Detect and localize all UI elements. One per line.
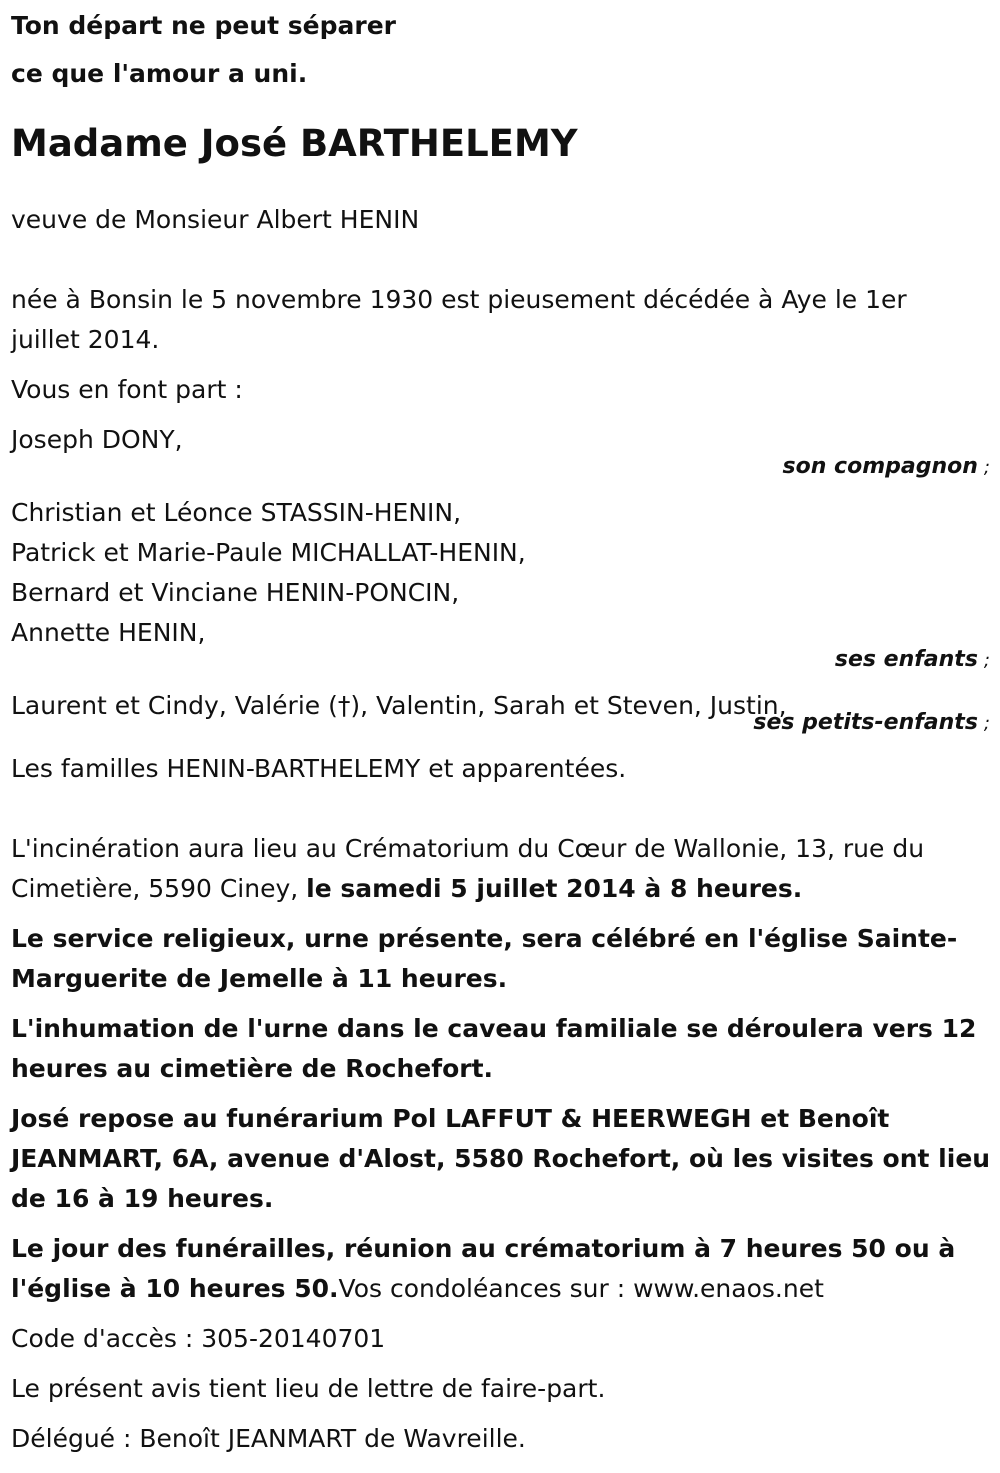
obituary-notice xyxy=(11,0,990,1459)
widow-of: veuve de Monsieur Albert HENIN xyxy=(11,205,420,234)
deceased-name: Madame José BARTHELEMY xyxy=(11,122,578,165)
announcement: Vous en font part : xyxy=(11,375,243,404)
child-1: Christian et Léonce STASSIN-HENIN, xyxy=(11,498,462,527)
companion-role-label: son compagnon xyxy=(782,454,978,479)
motto-line-1: Ton départ ne peut séparer xyxy=(11,11,396,40)
children-role-sep: ; xyxy=(983,650,990,671)
rest-line-3: de 16 à 19 heures. xyxy=(11,1184,274,1213)
notice-statement: Le présent avis tient lieu de lettre de faire-part. xyxy=(11,1374,606,1403)
cremation-date: le samedi 5 juillet 2014 à 8 heures. xyxy=(306,874,803,903)
children-role-label: ses enfants xyxy=(834,647,978,672)
service-line-2: Marguerite de Jemelle à 11 heures. xyxy=(11,964,508,993)
grandchildren-role-sep: ; xyxy=(983,713,990,734)
rest-line-2: JEANMART, 6A, avenue d'Alost, 5580 Rochefort, où les visites ont lieu xyxy=(11,1144,991,1173)
delegate: Délégué : Benoît JEANMART de Wavreille. xyxy=(11,1424,526,1453)
families: Les familles HENIN-BARTHELEMY et apparentées. xyxy=(11,754,627,783)
burial-line-2: heures au cimetière de Rochefort. xyxy=(11,1054,494,1083)
child-4: Annette HENIN, xyxy=(11,618,206,647)
birth-death-line-2: juillet 2014. xyxy=(11,325,160,354)
companion-role-sep: ; xyxy=(983,457,990,478)
condolences-website: Vos condoléances sur : www.enaos.net xyxy=(338,1274,824,1303)
companion-name: Joseph DONY, xyxy=(11,425,183,454)
grandchildren-names: Laurent et Cindy, Valérie (†), Valentin, Sarah et Steven, Justin, xyxy=(11,691,787,720)
grandchildren-role-label: ses petits-enfants xyxy=(753,710,978,735)
cremation-line-2 xyxy=(11,869,990,909)
rest-line-1: José repose au funérarium Pol LAFFUT & HEERWEGH et Benoît xyxy=(11,1104,890,1133)
child-3: Bernard et Vinciane HENIN-PONCIN, xyxy=(11,578,460,607)
service-line-1: Le service religieux, urne présente, sera célébré en l'église Sainte- xyxy=(11,924,958,953)
cremation-place: Cimetière, 5590 Ciney, xyxy=(11,874,307,903)
motto-line-2: ce que l'amour a uni. xyxy=(11,59,308,88)
birth-death-line-1: née à Bonsin le 5 novembre 1930 est pieusement décédée à Aye le 1er xyxy=(11,285,907,314)
access-code: Code d'accès : 305-20140701 xyxy=(11,1324,386,1353)
funeral-day-line-2 xyxy=(11,1269,990,1309)
cremation-line-1: L'incinération aura lieu au Crématorium du Cœur de Wallonie, 13, rue du xyxy=(11,834,925,863)
burial-line-1: L'inhumation de l'urne dans le caveau familiale se déroulera vers 12 xyxy=(11,1014,977,1043)
child-2: Patrick et Marie-Paule MICHALLAT-HENIN, xyxy=(11,538,526,567)
funeral-day-line-1: Le jour des funérailles, réunion au crématorium à 7 heures 50 ou à xyxy=(11,1234,956,1263)
funeral-day-church-time: l'église à 10 heures 50. xyxy=(11,1274,339,1303)
